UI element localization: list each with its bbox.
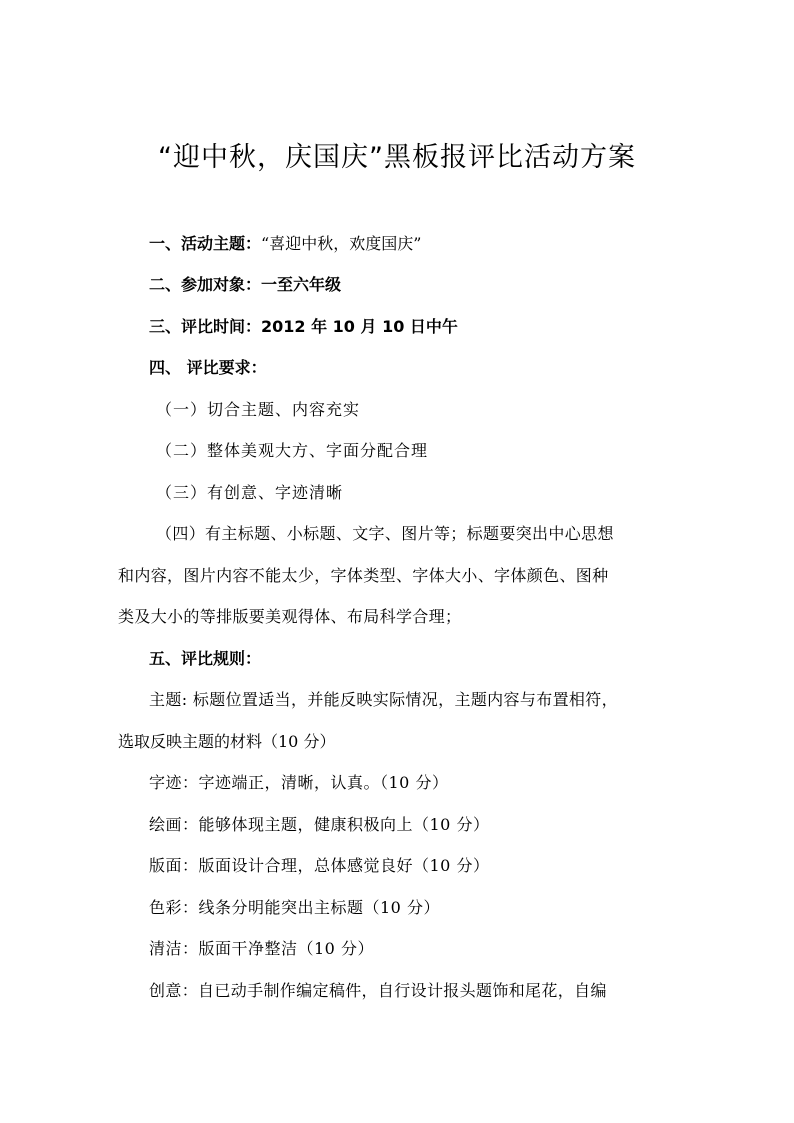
section-requirements-heading: 四、 评比要求： [149,358,267,377]
rule-item: 字迹：字迹端正，清晰，认真。（10 分） [149,773,449,792]
rule-theme-line: 选取反映主题的材料（10 分） [118,732,336,751]
rule-item: 创意：自已动手制作编定稿件，自行设计报头题饰和尾花，自编 [149,981,607,1000]
requirement-item: （二）整体美观大方、字面分配合理 [156,441,429,460]
requirement-item: （一）切合主题、内容充实 [156,400,361,419]
section-activity-theme [149,232,421,256]
rule-item: 版面：版面设计合理，总体感觉良好（10 分） [149,856,490,875]
requirement-item-4-line: （四）有主标题、小标题、文字、图片等；标题要突出中心思想 [156,524,614,543]
rule-item: 清洁：版面干净整洁（10 分） [149,939,374,958]
requirement-item: （三）有创意、字迹清晰 [156,483,344,502]
section-rules-heading: 五、评比规则： [149,649,262,668]
document-title: “迎中秋，庆国庆”黑板报评比活动方案 [158,142,636,173]
section-heading: 一、活动主题： [149,234,262,253]
section-time: 三、评比时间：2012 年 10 月 10 日中午 [149,317,458,336]
section-participants: 二、参加对象：一至六年级 [149,275,342,294]
rule-item: 绘画：能够体现主题，健康积极向上（10 分） [149,815,490,834]
requirement-item-4-line: 和内容，图片内容不能太少，字体类型、字体大小、字体颜色、图种 [118,566,609,585]
rule-theme-line: 主题: 标题位置适当，并能反映实际情况，主题内容与布置相符， [149,690,618,709]
requirement-item-4-line: 类及大小的等排版要美观得体、布局科学合理； [118,607,462,626]
rule-item: 色彩：线条分明能突出主标题（10 分） [149,898,440,917]
section-text: “喜迎中秋，欢度国庆” [261,234,422,253]
